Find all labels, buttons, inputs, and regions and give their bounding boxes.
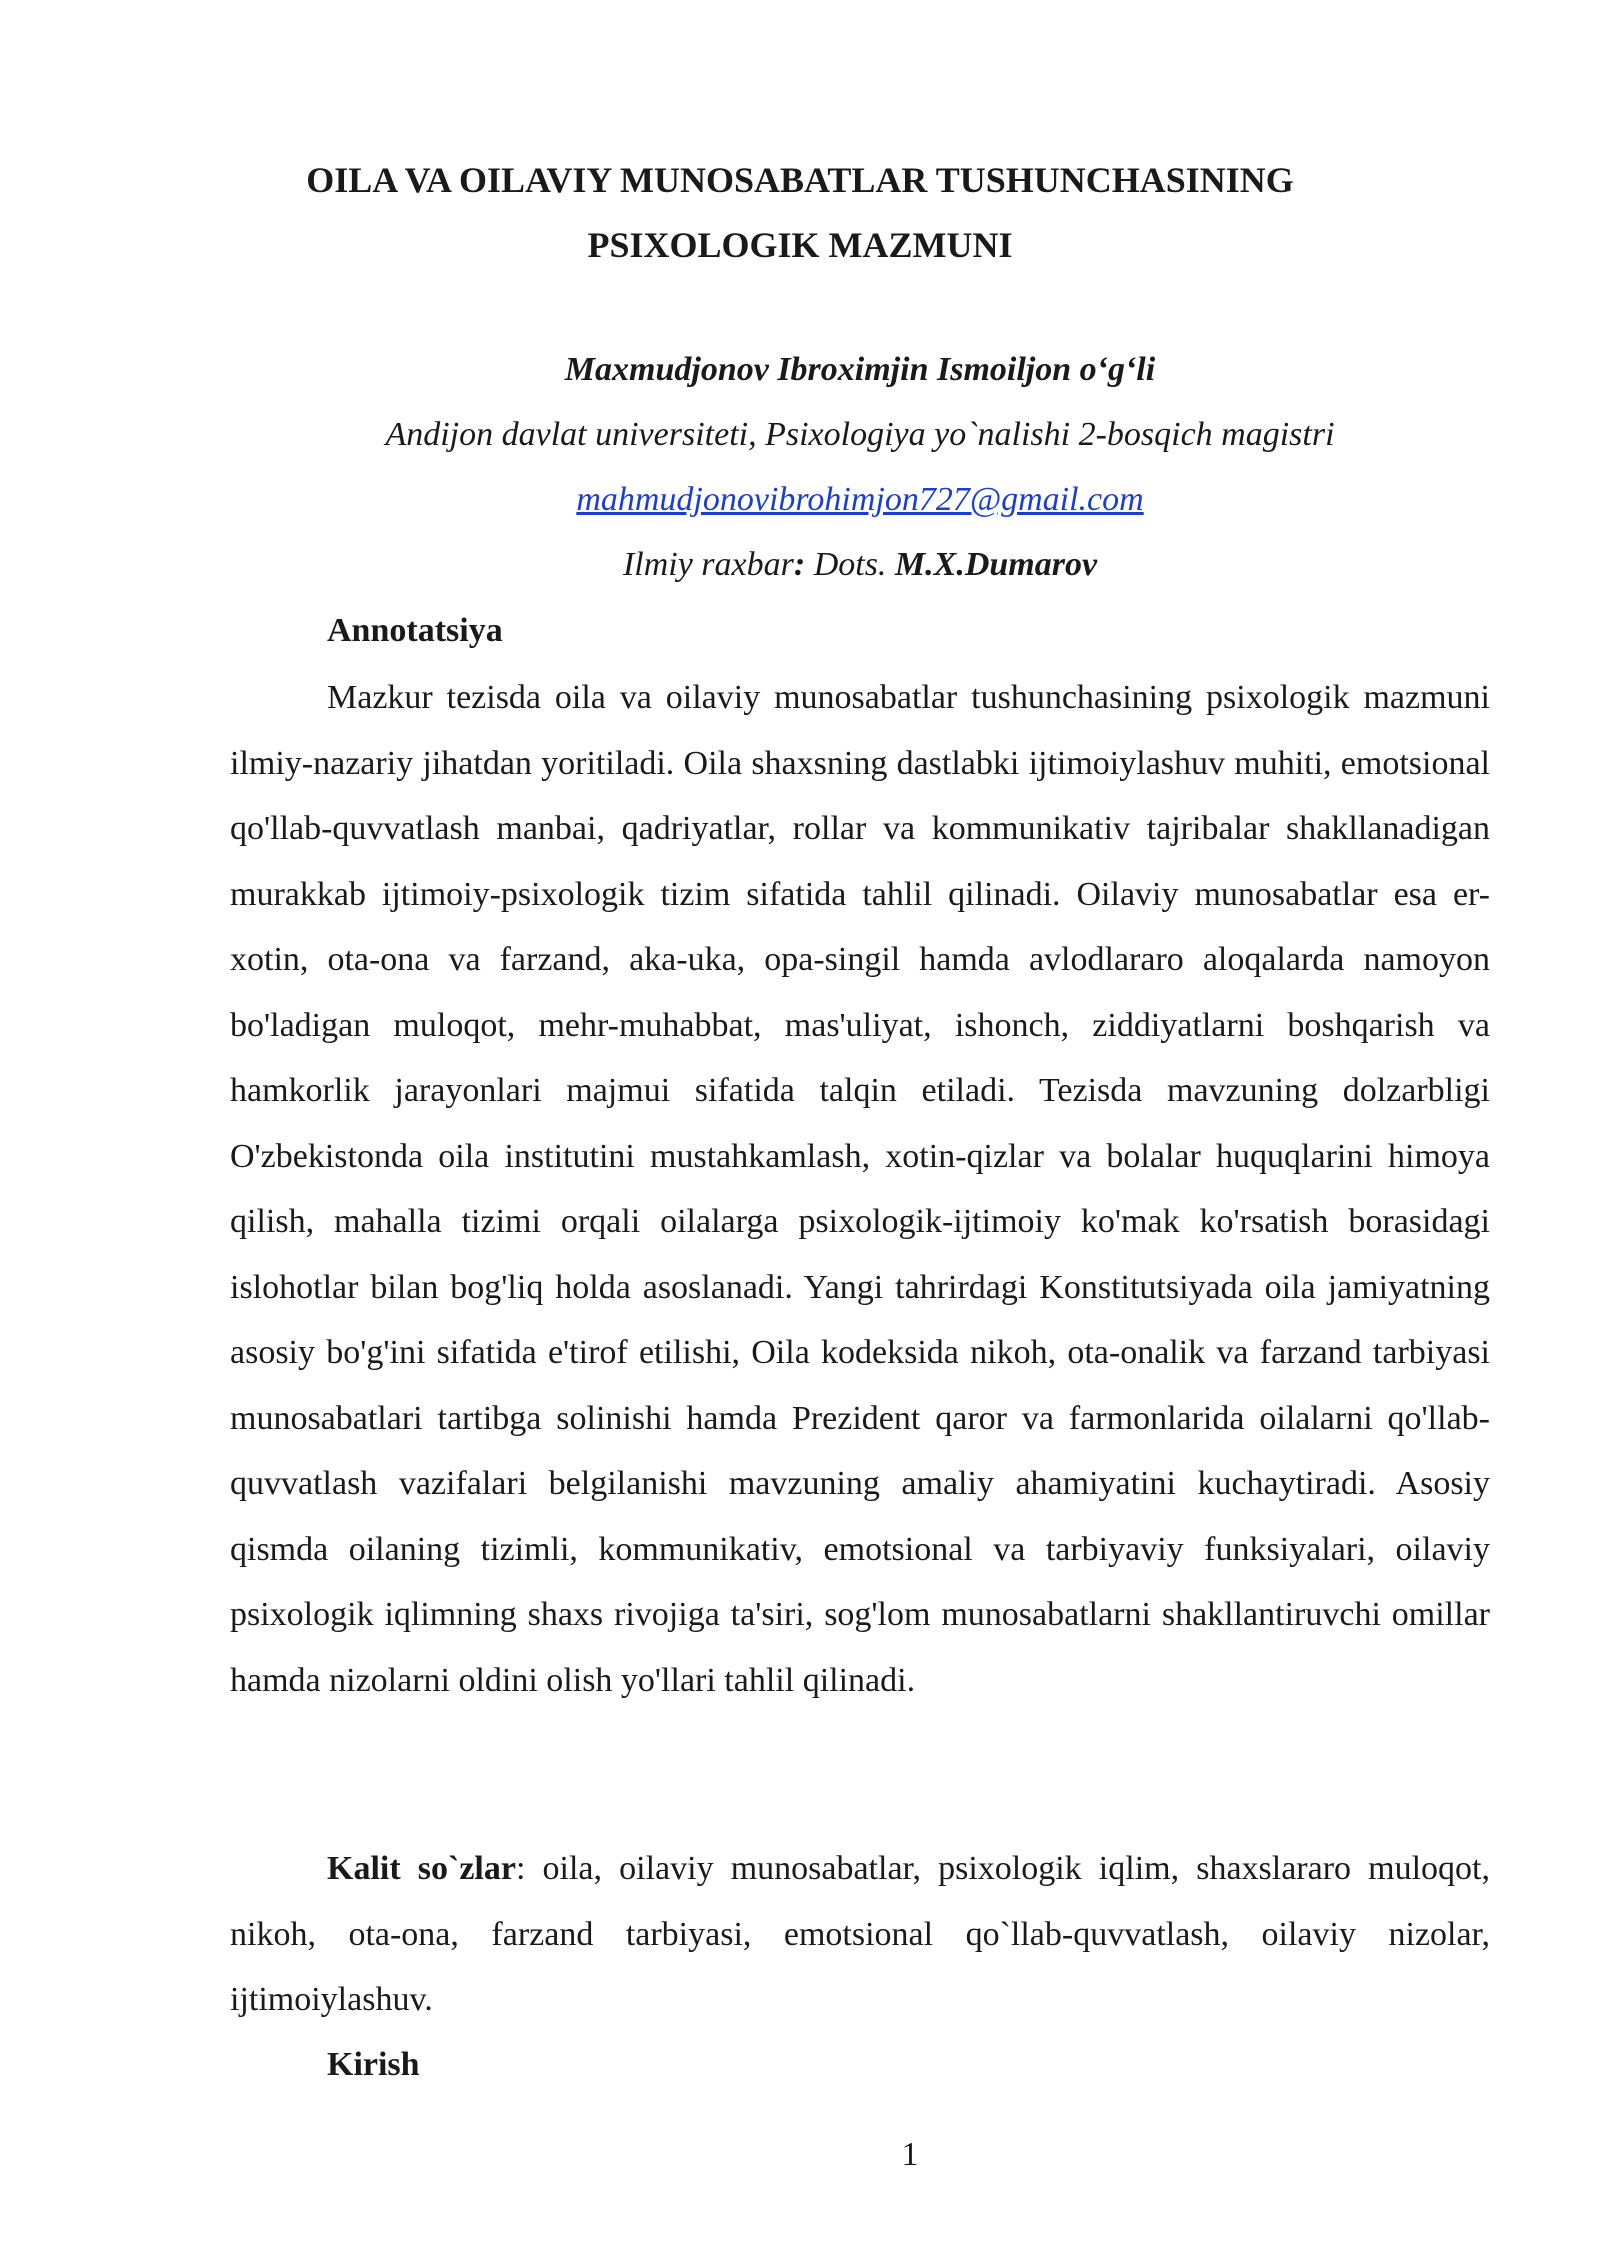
title-line-2: PSIXOLOGIK MAZMUNI	[587, 225, 1013, 265]
advisor-name: M.X.Dumarov	[894, 546, 1098, 583]
title-line-1: OILA VA OILAVIY MUNOSABATLAR TUSHUNCHASINING	[306, 160, 1294, 200]
author-block	[230, 337, 1490, 597]
author-name: Maxmudjonov Ibroximjin Ismoiljon o‘g‘li	[564, 351, 1156, 388]
keywords-text: : oila, oilaviy munosabatlar, psixologik iqlim, shaxslararo muloqot, nikoh, ota-ona, farzand tarbiyasi, emotsional qo`llab-quvvatlash, oilaviy nizolar, ijtimoiylashuv.	[230, 1850, 1490, 2018]
advisor-colon: :	[793, 546, 806, 583]
advisor-line	[230, 532, 1490, 597]
intro-heading: Kirish	[327, 2046, 420, 2083]
keywords-label: Kalit so`zlar	[327, 1850, 516, 1887]
document-title	[230, 148, 1370, 278]
abstract-heading: Annotatsiya	[327, 612, 503, 649]
author-affiliation: Andijon davlat universiteti, Psixologiya yo`nalishi 2-bosqich magistri	[385, 416, 1335, 453]
advisor-prefix: Ilmiy raxbar	[622, 546, 794, 583]
advisor-title: Dots.	[805, 546, 895, 583]
author-email-link[interactable]: mahmudjonovibrohimjon727@gmail.com	[576, 481, 1144, 518]
keywords-paragraph	[230, 1836, 1490, 2033]
abstract-paragraph: Mazkur tezisda oila va oilaviy munosabatlar tushunchasining psixologik mazmuni ilmiy-nazariy jihatdan yoritiladi. Oila shaxsning dastlabki ijtimoiylashuv muhiti, emotsional qo'llab-quvvatlash manbai, qadriyatlar, rollar va kommunikativ tajribalar shakllanadigan murakkab ijtimoiy-psixologik tizim sifatida tahlil qilinadi. Oilaviy munosabatlar esa er-xotin, ota-ona va farzand, aka-uka, opa-singil hamda avlodlararo aloqalarda namoyon bo'ladigan muloqot, mehr-muhabbat, mas'uliyat, ishonch, ziddiyatlarni boshqarish va hamkorlik jarayonlari majmui sifatida talqin etiladi. Tezisda mavzuning dolzarbligi O'zbekistonda oila institutini mustahkamlash, xotin-qizlar va bolalar huquqlarini himoya qilish, mahalla tizimi orqali oilalarga psixologik-ijtimoiy ko'mak ko'rsatish borasidagi islohotlar bilan bog'liq holda asoslanadi. Yangi tahrirdagi Konstitutsiyada oila jamiyatning asosiy bo'g'ini sifatida e'tirof etilishi, Oila kodeksida nikoh, ota-onalik va farzand tarbiyasi munosabatlari tartibga solinishi hamda Prezident qaror va farmonlarida oilalarni qo'llab-quvvatlash vazifalari belgilanishi mavzuning amaliy ahamiyatini kuchaytiradi. Asosiy qismda oilaning tizimli, kommunikativ, emotsional va tarbiyaviy funksiyalari, oilaviy psixologik iqlimning shaxs rivojiga ta'siri, sog'lom munosabatlarni shakllantiruvchi omillar hamda nizolarni oldini olish yo'llari tahlil qilinadi.	[230, 679, 1490, 1699]
page-number: 1	[901, 2136, 919, 2173]
